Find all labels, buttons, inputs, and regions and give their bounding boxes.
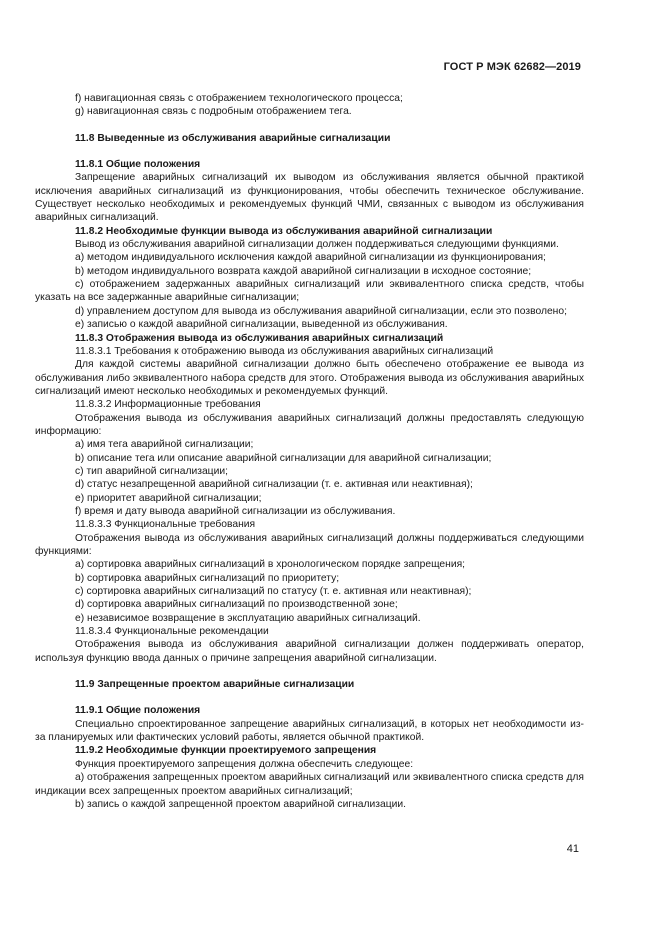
paragraph: 11.8.3.2 Информационные требования <box>75 399 261 411</box>
paragraph: b) сортировка аварийных сигнализаций по приоритету; <box>75 572 340 584</box>
spacer <box>35 691 584 704</box>
spacer <box>35 119 584 132</box>
paragraph: 11.8.3.1 Требования к отображению вывода из обслуживания аварийных сигнализаций <box>75 345 494 357</box>
paragraph: d) управлением доступом для вывода из обслуживания аварийной сигнализации, если это позволено; <box>75 305 567 317</box>
paragraph: Отображения вывода из обслуживания аварийной сигнализации должен поддерживать оператор, используя функцию ввода данных о причине запрещения аварийной сигнализации. <box>35 639 584 664</box>
paragraph: с) тип аварийной сигнализации; <box>75 465 228 477</box>
paragraph: Отображения вывода из обслуживания аварийных сигнализаций должны поддерживаться следующими функциями: <box>35 532 584 557</box>
paragraph: с) сортировка аварийных сигнализаций по статусу (т. е. активная или неактивная); <box>75 586 472 598</box>
paragraph: 11.8.3.3 Функциональные требования <box>75 519 256 531</box>
paragraph: 11.8.3.4 Функциональные рекомендации <box>75 626 269 638</box>
paragraph: Для каждой системы аварийной сигнализации должно быть обеспечено отображение ее вывода из обслуживания либо эквивалентного набора средств для этого. Отображения вывода из обслуживания аварийных сигнализаций имеют несколько необходимых и рекомендуемых функций. <box>35 359 584 397</box>
paragraph: g) навигационная связь с подробным отображением тега. <box>75 106 352 118</box>
paragraph: f) время и дату вывода аварийной сигнализации из обслуживания. <box>75 505 396 517</box>
document-body <box>35 92 584 811</box>
paragraph: d) сортировка аварийных сигнализаций по производственной зоне; <box>75 599 398 611</box>
paragraph: b) описание тега или описание аварийной сигнализации для аварийной сигнализации; <box>75 452 492 464</box>
section-heading: 11.9.2 Необходимые функции проектируемого запрещения <box>75 745 377 757</box>
section-heading: 11.8 Выведенные из обслуживания аварийные сигнализации <box>75 132 391 144</box>
paragraph: е) приоритет аварийной сигнализации; <box>75 492 262 504</box>
paragraph: Отображения вывода из обслуживания аварийных сигнализаций должны предоставлять следующую информацию: <box>35 412 584 437</box>
paragraph: Запрещение аварийных сигнализаций их выводом из обслуживания является обычной практикой исключения аварийных сигнализаций из функционирования, чтобы обеспечить техническое обслуживание. Существует несколько необходимых и рекомендуемых функций ЧМИ, связанных с выводом из обслуживания аварийных сигнализаций. <box>35 172 584 224</box>
paragraph: Функция проектируемого запрещения должна обеспечить следующее: <box>75 758 414 770</box>
page-number: 41 <box>566 843 579 855</box>
section-heading: 11.8.2 Необходимые функции вывода из обслуживания аварийной сигнализации <box>75 225 493 237</box>
paragraph: Вывод из обслуживания аварийной сигнализации должен поддерживаться следующими функциями. <box>75 239 559 251</box>
section-heading: 11.9 Запрещенные проектом аварийные сигнализации <box>75 679 355 691</box>
paragraph: а) имя тега аварийной сигнализации; <box>75 439 254 451</box>
paragraph: f) навигационная связь с отображением технологического процесса; <box>75 93 403 104</box>
paragraph: b) методом индивидуального возврата каждой аварийной сигнализации в исходное состояние; <box>75 265 532 277</box>
paragraph: d) статус незапрещенной аварийной сигнализации (т. е. активная или неактивная); <box>75 479 473 491</box>
spacer <box>35 665 584 678</box>
section-heading: 11.8.3 Отображения вывода из обслуживания аварийных сигнализаций <box>75 332 444 344</box>
section-heading: 11.8.1 Общие положения <box>75 159 201 171</box>
paragraph: Специально спроектированное запрещение аварийных сигнализаций, в которых нет необходимости из-за планируемых или фактических условий работы, является обычной практикой. <box>35 718 584 744</box>
paragraph: b) запись о каждой запрещенной проектом аварийной сигнализации. <box>75 798 406 810</box>
paragraph: с) отображением задержанных аварийных сигнализаций или эквивалентного списка средств, чтобы указать на все задержанные аварийные сигнализации; <box>35 279 584 304</box>
spacer <box>35 145 584 158</box>
paragraph: а) сортировка аварийных сигнализаций в хронологическом порядке запрещения; <box>75 559 466 571</box>
paragraph: е) независимое возвращение в эксплуатацию аварийных сигнализаций. <box>75 612 421 624</box>
paragraph: е) записью о каждой аварийной сигнализации, выведенной из обслуживания. <box>75 319 448 331</box>
document-header: ГОСТ Р МЭК 62682—2019 <box>443 61 581 73</box>
paragraph: а) методом индивидуального исключения каждой аварийной сигнализации из функционирования; <box>75 252 546 264</box>
paragraph: а) отображения запрещенных проектом аварийных сигнализаций или эквивалентного списка средств для индикации всех запрещенных проектом аварийных сигнализаций; <box>35 772 584 797</box>
section-heading: 11.9.1 Общие положения <box>75 705 201 717</box>
